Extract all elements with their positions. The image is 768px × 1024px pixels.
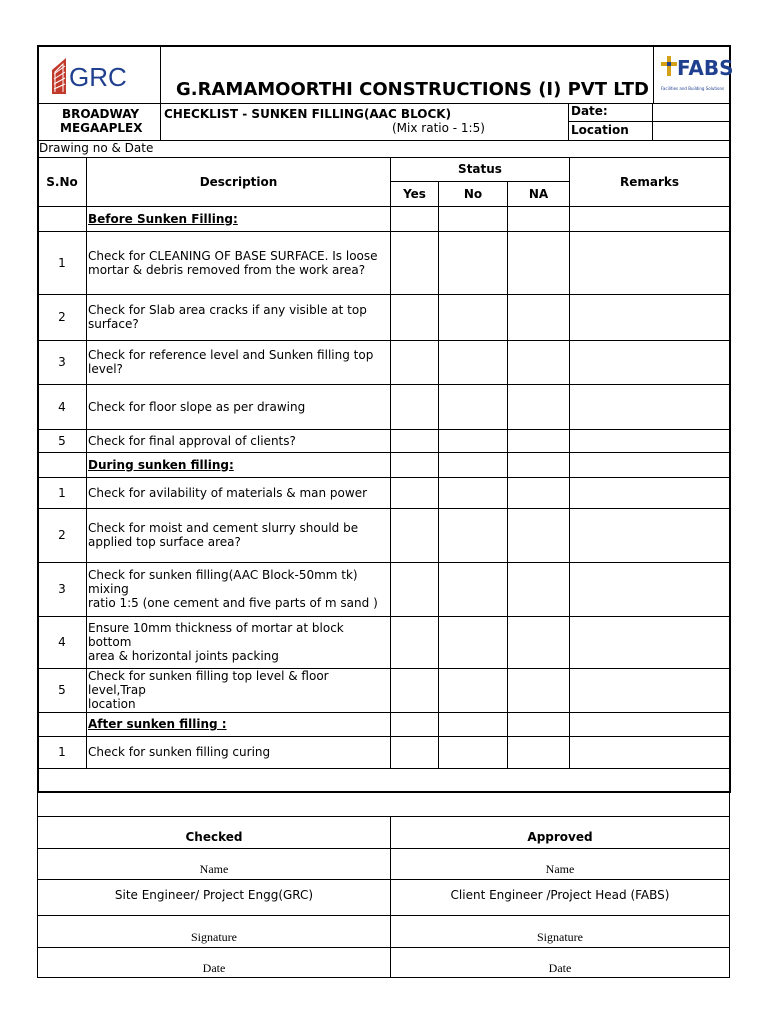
divider — [37, 816, 730, 817]
divider — [37, 791, 38, 977]
row-number: 3 — [58, 582, 66, 596]
divider — [160, 103, 161, 140]
approved-name-label: Name — [545, 862, 575, 876]
grc-logo — [46, 52, 136, 96]
remarks-cell[interactable] — [570, 341, 729, 384]
row-divider — [37, 616, 731, 617]
row-divider — [37, 384, 731, 385]
remarks-cell[interactable] — [570, 617, 729, 668]
col-line-desc — [390, 157, 391, 768]
na-checkbox-cell[interactable] — [508, 430, 569, 452]
checked-date-label: Date — [202, 961, 226, 975]
col-line-sno — [86, 157, 87, 768]
col-line-na — [569, 157, 570, 768]
approved-date-label: Date — [548, 961, 572, 975]
no-checkbox-cell[interactable] — [439, 713, 507, 736]
divider — [37, 977, 730, 978]
row-divider — [37, 562, 731, 563]
fabs-cross-icon — [661, 56, 677, 78]
fabs-tagline: Facilities and Building Solutions — [661, 86, 725, 91]
no-checkbox-cell[interactable] — [439, 341, 507, 384]
no-checkbox-cell[interactable] — [439, 478, 507, 508]
approved-signature-label: Signature — [537, 930, 583, 944]
checklist-title: CHECKLIST - SUNKEN FILLING(AAC BLOCK) — [164, 107, 452, 121]
row-number: 2 — [58, 528, 66, 542]
row-description: Check for Slab area cracks if any visible at top surface? — [88, 303, 367, 331]
remarks-cell[interactable] — [570, 737, 729, 768]
remarks-cell[interactable] — [570, 713, 729, 736]
section-heading: During sunken filling: — [88, 457, 234, 472]
yes-checkbox-cell[interactable] — [391, 478, 438, 508]
col-header-na: NA — [528, 187, 549, 201]
remarks-cell[interactable] — [570, 478, 729, 508]
remarks-cell[interactable] — [570, 207, 729, 231]
company-name: G.RAMAMOORTHI CONSTRUCTIONS (I) PVT LTD — [176, 79, 649, 100]
col-line-yes — [438, 181, 439, 768]
row-number — [38, 712, 86, 736]
row-divider — [37, 508, 731, 509]
row-description: Check for moist and cement slurry should be applied top surface area? — [88, 521, 359, 549]
no-checkbox-cell[interactable] — [439, 737, 507, 768]
col-header-remarks: Remarks — [619, 175, 680, 189]
no-checkbox-cell[interactable] — [439, 207, 507, 231]
row-number: 1 — [58, 255, 66, 270]
checked-role: Site Engineer/ Project Engg(GRC) — [114, 888, 314, 902]
na-checkbox-cell[interactable] — [508, 509, 569, 562]
yes-checkbox-cell[interactable] — [391, 430, 438, 452]
na-checkbox-cell[interactable] — [508, 295, 569, 340]
row-number: 1 — [58, 485, 66, 500]
remarks-cell[interactable] — [570, 430, 729, 452]
no-checkbox-cell[interactable] — [439, 617, 507, 668]
yes-checkbox-cell[interactable] — [391, 563, 438, 616]
row-number — [38, 452, 86, 477]
col-header-yes: Yes — [403, 187, 426, 201]
row-number: 5 — [58, 683, 66, 697]
no-checkbox-cell[interactable] — [439, 453, 507, 477]
checked-signature-label: Signature — [191, 930, 237, 944]
row-number: 3 — [58, 355, 66, 369]
fabs-logo — [657, 50, 734, 100]
na-checkbox-cell[interactable] — [508, 737, 569, 768]
remarks-cell[interactable] — [570, 509, 729, 562]
na-checkbox-cell[interactable] — [508, 713, 569, 736]
na-checkbox-cell[interactable] — [508, 207, 569, 231]
divider — [37, 915, 730, 916]
remarks-cell[interactable] — [570, 295, 729, 340]
location-label: Location — [571, 123, 629, 137]
col-line-no — [507, 181, 508, 768]
row-number: 4 — [58, 399, 66, 414]
approved-heading: Approved — [527, 830, 593, 844]
row-divider — [37, 231, 731, 232]
row-divider — [37, 452, 731, 453]
na-checkbox-cell[interactable] — [508, 563, 569, 616]
row-divider — [37, 736, 731, 737]
divider — [37, 768, 731, 769]
row-description: Check for floor slope as per drawing — [88, 399, 306, 414]
yes-checkbox-cell[interactable] — [391, 207, 438, 231]
mix-ratio: (Mix ratio - 1:5) — [392, 121, 485, 135]
no-checkbox-cell[interactable] — [439, 430, 507, 452]
divider — [37, 848, 730, 849]
row-number — [38, 206, 86, 231]
row-description: Check for reference level and Sunken filling top level? — [88, 348, 374, 376]
remarks-cell[interactable] — [570, 232, 729, 294]
na-checkbox-cell[interactable] — [508, 669, 569, 712]
divider — [37, 791, 731, 793]
date-label: Date: — [571, 104, 608, 118]
col-header-no: No — [463, 187, 483, 201]
frame-top — [37, 45, 731, 47]
row-divider — [37, 294, 731, 295]
yes-checkbox-cell[interactable] — [391, 509, 438, 562]
row-divider — [37, 477, 731, 478]
row-description: Check for avilability of materials & man power — [88, 485, 368, 500]
row-number: 1 — [58, 745, 66, 759]
row-number: 2 — [58, 310, 66, 324]
project-name-line2: MEGAAPLEX — [60, 121, 143, 135]
row-description: Check for sunken filling curing — [88, 745, 271, 759]
divider — [37, 103, 731, 104]
row-description: Check for final approval of clients? — [88, 433, 296, 448]
remarks-cell[interactable] — [570, 385, 729, 429]
yes-checkbox-cell[interactable] — [391, 617, 438, 668]
na-checkbox-cell[interactable] — [508, 385, 569, 429]
no-checkbox-cell[interactable] — [439, 232, 507, 294]
yes-checkbox-cell[interactable] — [391, 453, 438, 477]
yes-checkbox-cell[interactable] — [391, 669, 438, 712]
yes-checkbox-cell[interactable] — [391, 295, 438, 340]
drawing-label: Drawing no & Date — [39, 141, 154, 155]
na-checkbox-cell[interactable] — [508, 478, 569, 508]
yes-checkbox-cell[interactable] — [391, 713, 438, 736]
col-header-description: Description — [199, 175, 278, 189]
row-number: 4 — [58, 635, 66, 649]
divider — [37, 879, 730, 880]
yes-checkbox-cell[interactable] — [391, 737, 438, 768]
no-checkbox-cell[interactable] — [439, 563, 507, 616]
date-field[interactable] — [653, 104, 729, 121]
row-description: Check for CLEANING OF BASE SURFACE. Is loose mortar & debris removed from the work area? — [88, 248, 378, 277]
row-divider — [37, 429, 731, 430]
section-heading: After sunken filling : — [88, 717, 227, 731]
fabs-logo-text: FABS — [677, 56, 734, 80]
grc-logo-text: GRC — [69, 62, 127, 92]
approved-role: Client Engineer /Project Head (FABS) — [450, 888, 670, 902]
row-description: Check for sunken filling(AAC Block-50mm tk) mixing ratio 1:5 (one cement and five parts of m sand ) — [88, 568, 378, 610]
project-name-line1: BROADWAY — [62, 107, 140, 121]
divider — [160, 45, 161, 103]
row-description: Check for sunken filling top level & floor level,Trap location — [88, 669, 329, 711]
remarks-cell[interactable] — [570, 453, 729, 477]
row-description: Ensure 10mm thickness of mortar at block bottom area & horizontal joints packing — [88, 621, 344, 663]
remarks-cell[interactable] — [570, 669, 729, 712]
na-checkbox-cell[interactable] — [508, 232, 569, 294]
na-checkbox-cell[interactable] — [508, 341, 569, 384]
na-checkbox-cell[interactable] — [508, 617, 569, 668]
yes-checkbox-cell[interactable] — [391, 232, 438, 294]
checked-name-label: Name — [199, 862, 229, 876]
no-checkbox-cell[interactable] — [439, 669, 507, 712]
yes-checkbox-cell[interactable] — [391, 385, 438, 429]
row-divider — [37, 668, 731, 669]
na-checkbox-cell[interactable] — [508, 453, 569, 477]
location-field[interactable] — [653, 122, 729, 139]
section-heading: Before Sunken Filling: — [88, 211, 238, 226]
checked-heading: Checked — [185, 830, 243, 844]
yes-checkbox-cell[interactable] — [391, 341, 438, 384]
divider — [653, 45, 654, 103]
remarks-cell[interactable] — [570, 563, 729, 616]
row-number: 5 — [58, 433, 66, 448]
col-header-sno: S.No — [46, 175, 78, 189]
row-divider — [37, 712, 731, 713]
divider — [37, 947, 730, 948]
divider — [729, 791, 730, 977]
no-checkbox-cell[interactable] — [439, 385, 507, 429]
row-divider — [37, 206, 731, 207]
col-header-status: Status — [458, 162, 502, 176]
no-checkbox-cell[interactable] — [439, 295, 507, 340]
row-divider — [37, 340, 731, 341]
no-checkbox-cell[interactable] — [439, 509, 507, 562]
